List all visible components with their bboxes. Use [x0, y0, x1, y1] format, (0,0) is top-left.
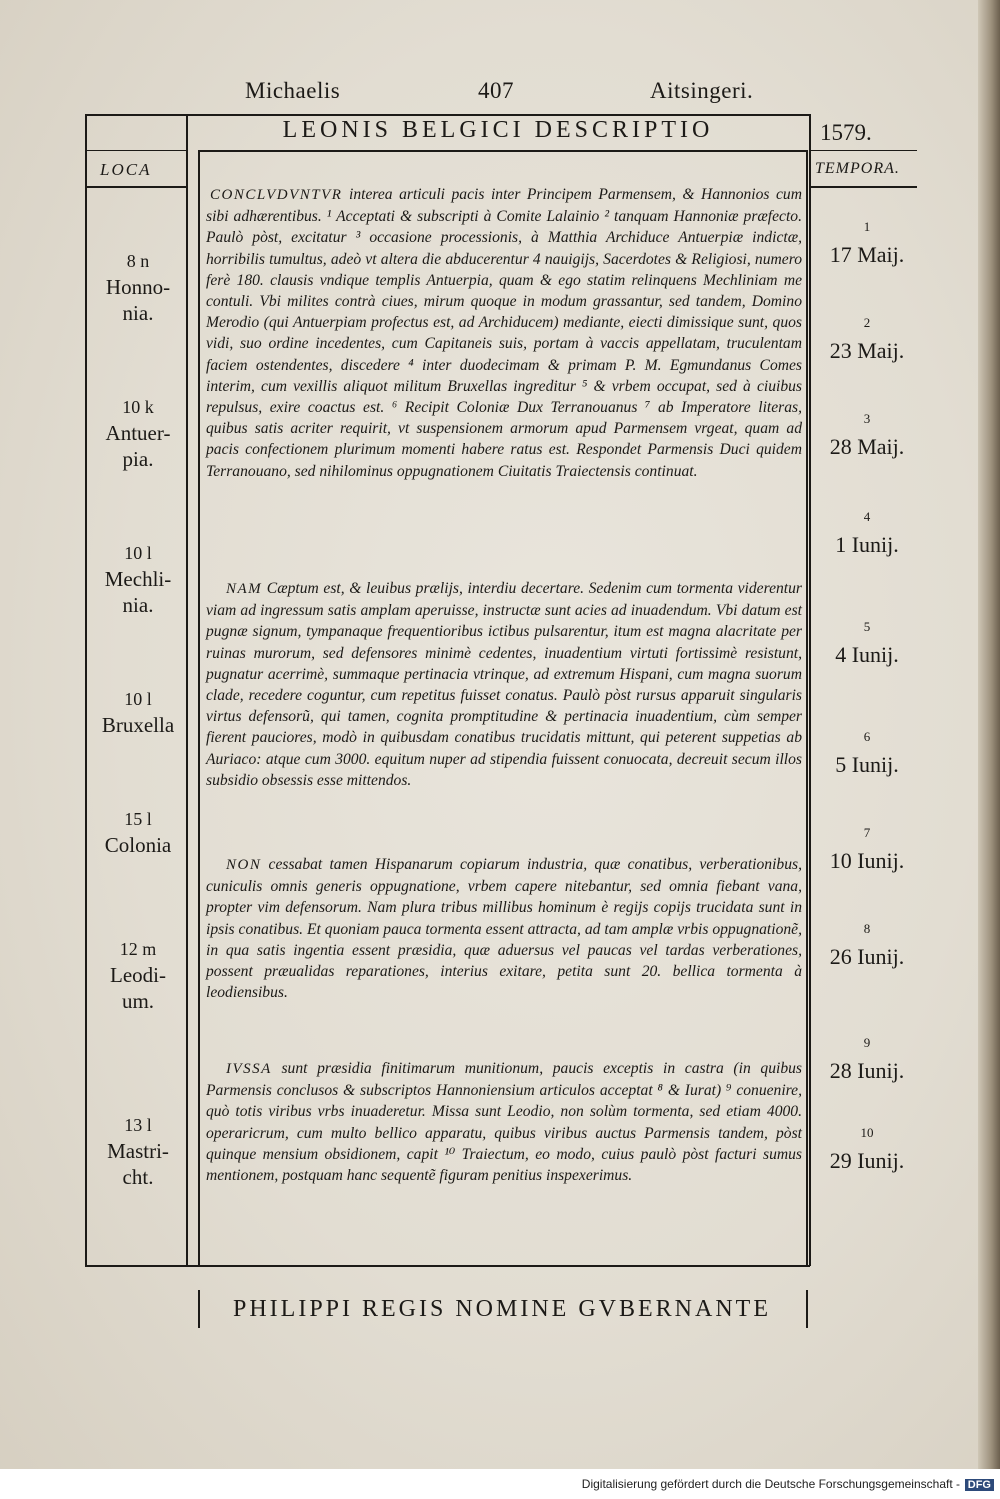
loca-heading: LOCA	[100, 160, 152, 179]
loca-entry: 13 l Mastri- cht.	[107, 1115, 169, 1189]
paragraph: NAM Cæptum est, & leuibus prælijs, interdiu decertare. Sedenim cum tormenta viderentur viam ad ingressum satis amplam aperuisse, instructæ sunt acies ad inuadendum. Vbi datum est pugnæ signum, tympanaque frequentioribus ictibus pulsarentur, itum est magna alacritate per ruinas murorum, sed defensores minimè cedentes, inuadentium virtuti fortissimè resistunt, pugnatur acerrimè, summaque pertinacia vtrinque, ad extremum Hispani, cum magna suorum clade, recedere coguntur, cum repetitus fuisset conatus. Paulò pòst rursus apparuit singularis virtus defensorũ, qui tamen, cognita promptitudine & pertinacia inuadentium, cùm semper fierent pauciores, modò in quibusdam conatibus trucidatis mittunt, qui peterent suppetias ab Auriaco: atque cum 3000. equitum nuper ad stipendia fuissent conuocata, decreuit secum illos subsidio obsessis esse mittendos.	[206, 580, 802, 789]
loca-entry: 12 m Leodi- um.	[110, 939, 166, 1013]
loca-entry: 15 l Colonia	[104, 809, 172, 857]
text-right-rule	[806, 150, 808, 1266]
loca-head-rule	[85, 186, 186, 188]
paragraph: NON cessabat tamen Hispanarum copiarum industria, quæ conatibus, verberationibus, cuniculis omnis generis oppugnatione, vrbem capere nitebantur, sed omnia fiebant vana, propter vim defensorum. Nam plura tribus millibus hominum è regijs copijs trucidata sunt in ipsis conatibus. Et quoniam pauca tormenta essent attracta, ad tam amplæ vrbis oppugnationẽ, in qua satis ingentia essent præsidia, quæ aduersus vel paucas vel tardas verberationes, possent præualidas reparationes, interius exitare, petita sunt 20. bellica tormenta à leodiensibus.	[206, 856, 802, 1002]
loca-entry: 10 k Antuer- pia.	[105, 397, 171, 471]
page-number: 407	[478, 78, 514, 103]
dfg-logo: DFG	[965, 1479, 994, 1491]
tempora-entry: 3 28 Maij.	[829, 411, 905, 459]
frame-bottom-rule	[85, 1265, 810, 1267]
paragraph-lead: NAM	[226, 581, 263, 597]
footer-credit: Digitalisierung gefördert durch die Deutsche Forschungsgemeinschaft -	[581, 1477, 960, 1491]
year: 1579.	[820, 120, 872, 145]
paragraph: IVSSA sunt præsidia finitimarum munitionum, paucis exceptis in castra (in quibus Parmensis conclusos & subscriptos Hannoniensium articulos acceptat ⁸ & Iurat) ⁹ conuenire, quò totis viribus vrbs inuaderetur. Missa sunt Leodio, non solùm tormenta, sed etiam 4000. operaricrum, cum multo bellico apparatu, quibus viribus auctus Parmensis tandem, pòst quinque mensium obsidionem, capit ¹⁰ Traiectum, eo modo, cuius paulò pòst facturi sumus mentionem, postquam hanc sequentẽ figuram penitius inspexerimus.	[206, 1060, 802, 1185]
running-head-left: Michaelis	[245, 78, 341, 103]
tempora-entry: 5 4 Iunij.	[835, 619, 899, 667]
paragraph: CONCLVDVNTVR interea articuli pacis inter Principem Parmensem, & Hannonios cum sibi adhærentibus. ¹ Acceptati & subscripti à Comite Lalainio ² tanquam Hannoniæ præfecto. Paulò pòst, excitatur ³ occasione processionis, à Matthia Archiduce Antuerpiæ indictæ, horribilis tumultus, adeò vt altera die abducerentur 4 nauigijs, Sacerdotes & Religiosi, numero ferè 180. clausis vndique templis Antuerpia, quam & ego statim relinquens Mechliniam me contuli. Vbi milites contrà ciues, mirum quoque in modum grassantur, sed tandem, Domino Merodio (qui Antuerpiam profectus est, ad Archiducem) mediante, eiecti dimissique sunt, quos vidi, suo ordine incedentes, cum Capitaneis suis, portam à vaccis appellatam, truculentam faciem ostendentes, discedere ⁴ inter duodecimam & primam P. M. Egmundanus Comes interim, cum vexillis aliquot militum Bruxellas ingreditur ⁵ & vrbem occupat, sed à ciuibus repulsus, exire coactus est. ⁶ Recipit Coloniæ Dux Terranouanus ⁷ ab Imperatore literas, quibus satis acriter requirit, vt suspensionem armorum apud Parmensem vrgeat, quam ad pacis confectionem plurimum momenti habere ratus est. Respondet Parmensis Duci quidem Terranouano, sed nihilominus oppugnationem Ciuitatis Traiectensis continuat.	[206, 186, 802, 480]
tempora-entry: 9 28 Iunij.	[829, 1035, 905, 1083]
digitization-footer	[0, 1469, 1000, 1499]
tempora-entry: 6 5 Iunij.	[835, 729, 899, 777]
tempora-heading: TEMPORA.	[815, 160, 900, 177]
loca-entry: 10 l Bruxella	[101, 689, 175, 737]
bottom-title: PHILIPPI REGIS NOMINE GVBERNANTE	[233, 1296, 771, 1322]
tempora-entry: 2 23 Maij.	[829, 315, 905, 363]
tempora-entry: 4 1 Iunij.	[835, 509, 899, 557]
tempora-head-top-rule	[811, 150, 917, 151]
loca-head-top-rule	[85, 150, 186, 151]
tempora-entry: 10 29 Iunij.	[829, 1125, 905, 1173]
paragraph-lead: IVSSA	[226, 1061, 272, 1077]
tempora-head-rule	[811, 186, 917, 188]
bottom-title-right-rule	[806, 1290, 808, 1328]
title-underline	[198, 150, 808, 152]
tempora-entry: 1 17 Maij.	[829, 219, 905, 267]
paragraph-lead: CONCLVDVNTVR	[210, 187, 343, 203]
section-title: LEONIS BELGICI DESCRIPTIO	[282, 117, 714, 143]
running-head-right: Aitsingeri.	[650, 78, 754, 103]
paragraph-lead: NON	[226, 857, 262, 873]
text-left-rule	[198, 150, 200, 1266]
tempora-column-rule	[809, 114, 811, 1266]
frame-left-rule	[85, 114, 87, 1266]
frame-top-rule	[85, 114, 810, 116]
tempora-entry: 8 26 Iunij.	[829, 921, 905, 969]
tempora-entry: 7 10 Iunij.	[829, 825, 905, 873]
book-spine	[978, 0, 1000, 1470]
loca-entry: 8 n Honno- nia.	[105, 251, 171, 325]
loca-entry: 10 l Mechli- nia.	[104, 543, 172, 617]
